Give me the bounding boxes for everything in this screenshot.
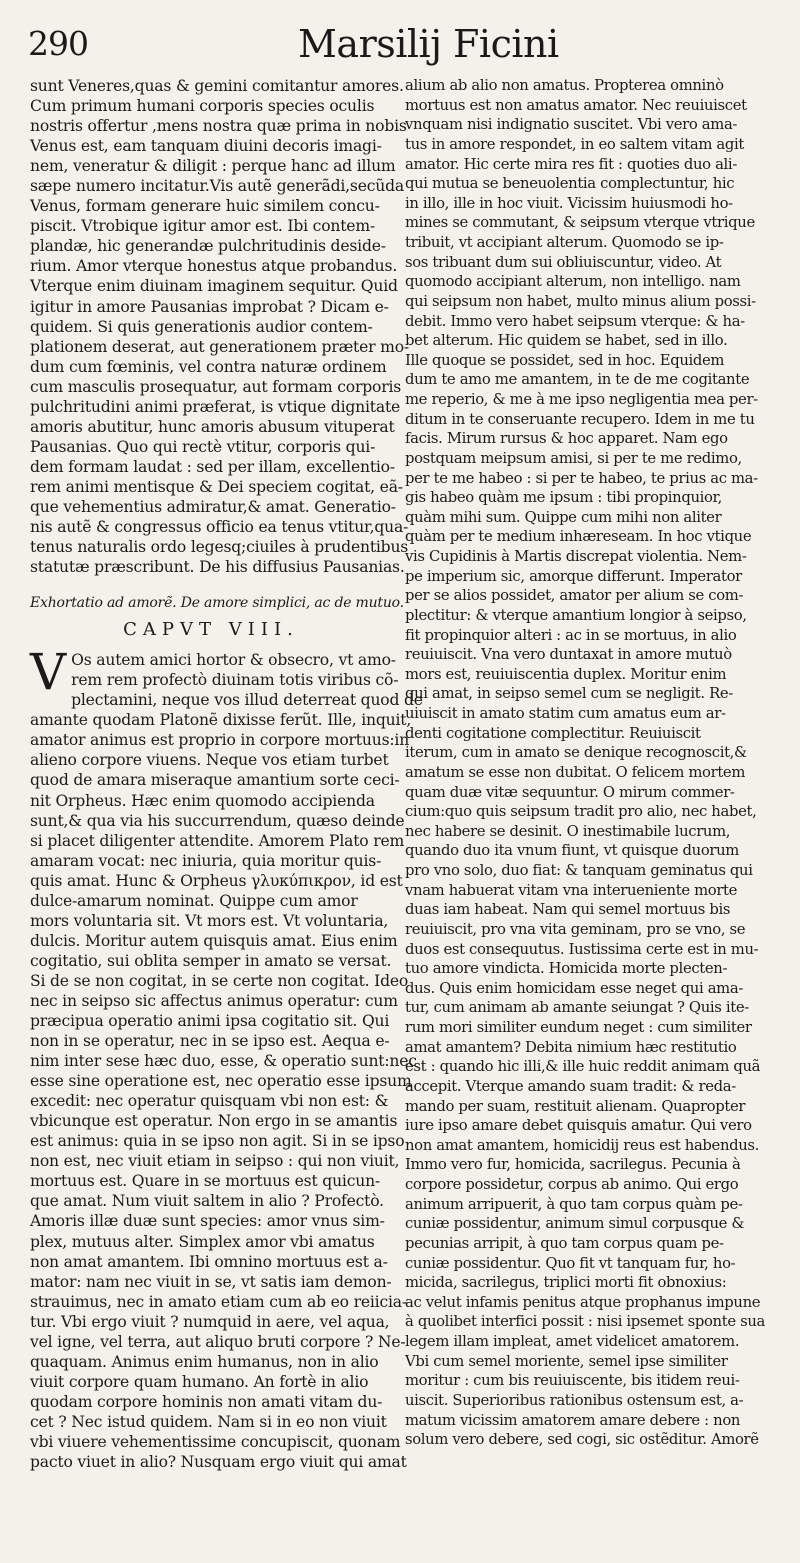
text-line: que amat. Num viuit saltem in alio ? Profectò. xyxy=(30,1192,384,1211)
text-line: in illo, ille in hoc viuit. Vicissim huiusmodi ho- xyxy=(405,194,733,212)
text-line: micida, sacrilegus, triplici morti fit obnoxius: xyxy=(405,1274,727,1292)
text-line: dem formam laudat : sed per illam, excellentio- xyxy=(30,457,395,476)
text-line: legem illam impleat, amet videlicet amatorem. xyxy=(405,1333,740,1350)
text-line: nem, veneratur & diligit : perque hanc ad illum xyxy=(30,157,396,176)
text-line: qui amat, in seipso semel cum se negligit. Re- xyxy=(405,685,733,703)
text-line: amator. Hic certe mira res fit : quoties duo ali- xyxy=(405,155,737,173)
page-number: 290 xyxy=(28,24,88,63)
text-line: mors voluntaria sit. Vt mors est. Vt voluntaria, xyxy=(30,911,389,930)
text-line: amat amantem? Debita nimium hæc restitutio xyxy=(405,1038,737,1056)
text-line: moritur : cum bis reuiuiscente, bis itidem reui- xyxy=(405,1372,740,1390)
text-line: vbicunque est operatur. Non ergo in se amantis xyxy=(30,1112,398,1131)
text-line: alium ab alio non amatus. Propterea omninò xyxy=(405,77,724,94)
text-line: Cum primum humani corporis species oculis xyxy=(30,97,375,116)
text-line: vnquam nisi indignatio suscitet. Vbi vero ama- xyxy=(405,116,738,134)
text-line: uiscit. Superioribus rationibus ostensum est, a- xyxy=(405,1391,744,1409)
text-line: cet ? Nec istud quidem. Nam si in eo non viuit xyxy=(30,1412,387,1431)
text-line: cuniæ possidentur. Quo fit vt tanquam fur, ho- xyxy=(405,1254,736,1272)
text-line: sunt,& qua via his succurrendum, quæso deinde xyxy=(30,811,405,830)
text-line: vbi viuere vehementissime concupiscit, quonam xyxy=(30,1433,401,1451)
text-line: quod de amara miseraque amantium sorte ceci- xyxy=(30,771,400,790)
text-line: quodam corpore hominis non amati vitam du- xyxy=(30,1392,383,1411)
text-line: gis habeo quàm me ipsum : tibi propinquior, xyxy=(405,489,723,507)
text-line: Si de se non cogitat, in se certe non cogitat. Ideo xyxy=(30,971,409,990)
text-line: pe imperium sic, amorque differunt. Imperator xyxy=(405,567,742,585)
text-line: me reperio, & me à me ipso negligentia mea per- xyxy=(405,391,758,408)
text-line: non est, nec viuit etiam in seipso : qui non viuit, xyxy=(30,1152,400,1171)
text-line: vis Cupidinis à Martis discrepat violentia. Nem- xyxy=(405,548,747,565)
text-line: est : quando hic illi,& ille huic reddit animam quã xyxy=(405,1058,761,1076)
text-line: strauimus, nec in amato etiam cum ab eo reiicia- xyxy=(30,1292,407,1311)
text-line: iure ipso amare debet quisquis amatur. Qui vero xyxy=(405,1117,752,1135)
text-line: Venus, formam generare huic similem concu- xyxy=(30,197,380,216)
text-line: nec in seipso sic affectus animus operatur: cum xyxy=(30,991,398,1010)
left-bottom-text xyxy=(30,690,423,1472)
text-line: dus. Quis enim homicidam esse neget qui ama- xyxy=(405,979,743,997)
text-line: nim inter sese hæc duo, esse, & operatio sunt:nec xyxy=(30,1052,417,1071)
text-line: cium:quo quis seipsum tradit pro alio, nec habet, xyxy=(405,803,757,821)
text-line: nit Orpheus. Hæc enim quomodo accipienda xyxy=(30,791,375,810)
running-title: Marsilij Ficini xyxy=(298,22,559,66)
text-line: uiuiscit in amato statim cum amatus eum ar- xyxy=(405,705,726,722)
text-line: tus in amore respondet, in eo saltem vitam agit xyxy=(405,135,744,153)
text-line: pro vno solo, duo fiat: & tanquam geminatus qui xyxy=(405,862,753,879)
text-line: vel igne, vel terra, aut aliquo bruti corpore ? Ne- xyxy=(30,1332,406,1351)
text-line: igitur in amore Pausanias improbat ? Dicam e- xyxy=(30,297,389,316)
text-line: duas iam habeat. Nam qui semel mortuus bis xyxy=(405,901,731,919)
text-line: animum arripuerit, à quo tam corpus quàm pe- xyxy=(405,1195,743,1213)
text-line: nis autẽ & congressus officio ea tenus vtitur,qua- xyxy=(30,518,409,537)
text-line: qui mutua se beneuolentia complectuntur, hic xyxy=(405,175,735,193)
text-line: rem rem profectò diuinam totis viribus cõ- xyxy=(71,671,399,690)
text-line: ac velut infamis penitus atque prophanus impune xyxy=(405,1293,761,1311)
text-line: quomodo accipiant alterum, non intelligo. nam xyxy=(405,273,741,291)
right-column-text xyxy=(405,76,773,1450)
text-line: ditum in te conseruante recupero. Idem in me tu xyxy=(405,410,755,428)
text-line: rum mori similiter eundum neget : cum similiter xyxy=(405,1019,752,1036)
text-line: Amoris illæ duæ sunt species: amor vnus sim- xyxy=(30,1212,385,1231)
text-line: Vbi cum semel moriente, semel ipse similiter xyxy=(405,1352,728,1370)
text-line: est animus: quia in se ipso non agit. Si in se ipso xyxy=(30,1132,405,1151)
right-column xyxy=(405,76,773,1450)
text-line: Vterque enim diuinam imaginem sequitur. Quid xyxy=(30,277,398,296)
text-line: rem animi mentisque & Dei speciem cogitat, eã- xyxy=(30,477,403,496)
text-line: tenus naturalis ordo legesq;ciuiles à prudentibus xyxy=(30,538,409,557)
text-line: facis. Mirum rursus & hoc apparet. Nam ego xyxy=(405,430,728,448)
text-line: plationem deserat, aut generationem præter mo- xyxy=(30,337,409,356)
text-line: mortuus est non amatus amator. Nec reuiuiscet xyxy=(405,96,747,114)
text-line: Os autem amici hortor & obsecro, vt amo- xyxy=(71,651,396,670)
left-column xyxy=(30,76,423,1472)
text-line: esse sine operatione est, nec operatio esse ipsum xyxy=(30,1072,412,1091)
text-line: Venus est, eam tanquam diuini decoris imagi- xyxy=(30,137,382,156)
text-line: plandæ, hic generandæ pulchritudinis deside- xyxy=(30,237,386,256)
text-line: sæpe numero incitatur.Vis autẽ generãdi,secũda xyxy=(30,177,405,196)
text-line: denti cogitatione complectitur. Reuiuiscit xyxy=(405,724,701,742)
text-line: corpore possidetur, corpus ab animo. Qui ergo xyxy=(405,1176,739,1193)
text-line: mortuus est. Quare in se mortuus est quicun- xyxy=(30,1172,380,1191)
chapter-rubric: Exhortatio ad amorẽ. De amore simplici, ac de mutuo. xyxy=(30,595,404,612)
text-line: per se alios possidet, amator per alium se com- xyxy=(405,587,744,605)
text-line: quando duo ita vnum fiunt, vt quisque duorum xyxy=(405,842,739,860)
text-line: non amat amantem, homicidij reus est habendus. xyxy=(405,1136,760,1154)
text-line: per te me habeo : si per te habeo, te prius ac ma- xyxy=(405,469,758,487)
text-line: debit. Immo vero habet seipsum vterque: & ha- xyxy=(405,312,745,330)
text-line: nostris offertur ,mens nostra quæ prima in nobis xyxy=(30,117,407,136)
text-line: pacto viuet in alio? Nusquam ergo viuit qui amat xyxy=(30,1453,407,1472)
text-line: dum cum fœminis, vel contra naturæ ordinem xyxy=(30,357,387,376)
text-line: plex, mutuus alter. Simplex amor vbi amatus xyxy=(30,1232,375,1251)
text-line: reuiuiscit. Vna vero duntaxat in amore mutuò xyxy=(405,646,732,664)
text-line: piscit. Vtrobique igitur amor est. Ibi contem- xyxy=(30,217,375,236)
text-line: cum masculis prosequatur, aut formam corporis xyxy=(30,377,402,396)
text-line: pulchritudini animi præferat, is vtique dignitate xyxy=(30,397,401,416)
text-line: quis amat. Hunc & Orpheus γλυκύπικρον, id est xyxy=(30,871,403,890)
text-line: bet alterum. Hic quidem se habet, sed in illo. xyxy=(405,332,728,350)
text-line: statutæ præscribunt. De his diffusius Pausanias. xyxy=(30,558,405,577)
text-line: postquam meipsum amisi, si per te me redimo, xyxy=(405,449,742,467)
text-line: amaram vocat: nec iniuria, quia moritur quis- xyxy=(30,851,382,870)
text-line: accepit. Vterque amando suam tradit: & reda- xyxy=(405,1077,736,1095)
text-line: iterum, cum in amato se denique recognoscit,& xyxy=(405,744,747,762)
text-line: qui seipsum non habet, multo minus alium possi- xyxy=(405,292,756,310)
text-line: nec habere se desinit. O inestimabile lucrum, xyxy=(405,822,731,840)
text-line: amoris abutitur, hunc amoris abusum vituperat xyxy=(30,417,395,436)
text-line: quaquam. Animus enim humanus, non in alio xyxy=(30,1352,379,1371)
text-line: dum te amo me amantem, in te de me cogitante xyxy=(405,371,750,389)
text-line: tuo amore vindicta. Homicida morte plecten- xyxy=(405,960,728,978)
text-line: solum vero debere, sed cogi, sic ostẽditur. Amorẽ xyxy=(405,1431,759,1449)
text-line: cogitatio, sui oblita semper in amato se versat. xyxy=(30,951,392,970)
text-line: dulcis. Moritur autem quisquis amat. Eius enim xyxy=(30,931,398,950)
text-line: non amat amantem. Ibi omnino mortuus est a- xyxy=(30,1252,388,1271)
text-line: Pausanias. Quo qui rectè vtitur, corporis qui- xyxy=(30,437,376,456)
text-line: viuit corpore quam humano. An fortè in alio xyxy=(30,1372,369,1391)
text-line: amator animus est proprio in corpore mortuus:in xyxy=(30,731,410,750)
text-line: tribuit, vt accipiant alterum. Quomodo se ip- xyxy=(405,234,724,251)
text-line: dulce-amarum nominat. Quippe cum amor xyxy=(30,891,358,910)
text-line: excedit: nec operatur quisquam vbi non est: & xyxy=(30,1092,389,1111)
text-line: amatum se esse non dubitat. O felicem mortem xyxy=(405,763,746,781)
text-line: amante quodam Platonẽ dixisse ferũt. Ille, inquit, xyxy=(30,711,412,730)
text-line: Ille quoque se possidet, sed in hoc. Equidem xyxy=(405,351,725,369)
text-line: sos tribuant dum sui obliuiscuntur, video. At xyxy=(405,253,722,271)
text-line: fit propinquior alteri : ac in se mortuus, in alio xyxy=(405,626,737,644)
text-line: matum vicissim amatorem amare debere : non xyxy=(405,1411,741,1429)
text-line: Immo vero fur, homicida, sacrilegus. Pecunia à xyxy=(405,1156,741,1174)
chapter-heading: CAPVT VIII. xyxy=(123,619,299,641)
text-line: tur, cum animam ab amante seiungat ? Quis ite- xyxy=(405,999,749,1017)
text-line: quàm mihi sum. Quippe cum mihi non aliter xyxy=(405,508,722,526)
text-line: mines se commutant, & seipsum vterque vtrique xyxy=(405,214,755,232)
text-line: præcipua operatio animi ipsa cogitatio sit. Qui xyxy=(30,1012,390,1031)
text-line: mando per suam, restituit alienam. Quapropter xyxy=(405,1097,746,1115)
text-line: quidem. Si quis generationis audior contem- xyxy=(30,317,373,336)
text-line: quàm per te medium inhæreseam. In hoc vtique xyxy=(405,528,752,546)
text-line: plectamini, neque vos illud deterreat quod de xyxy=(71,691,423,710)
text-line: reuiuiscit, pro vna vita geminam, pro se vno, se xyxy=(405,920,746,938)
text-line: mors est, reuiuiscentia duplex. Moritur enim xyxy=(405,665,727,683)
text-line: sunt Veneres,quas & gemini comitantur amores. xyxy=(30,77,404,95)
text-line: plectitur: & vterque amantium longior à seipso, xyxy=(405,606,747,624)
text-line: non in se operatur, nec in se ipso est. Aequa e- xyxy=(30,1032,390,1051)
text-line: rium. Amor vterque honestus atque probandus. xyxy=(30,257,398,276)
drop-cap-initial: V xyxy=(30,643,67,702)
text-line: duos est consequutus. Iustissima certe est in mu- xyxy=(405,940,759,958)
text-line: pecunias arripit, à quo tam corpus quam pe- xyxy=(405,1234,724,1252)
text-line: alieno corpore viuens. Neque vos etiam turbet xyxy=(30,751,389,770)
left-top-text xyxy=(30,76,409,577)
text-line: mator: nam nec viuit in se, vt satis iam demon- xyxy=(30,1272,392,1291)
text-line: vnam habuerat vitam vna interueniente morte xyxy=(405,881,738,899)
text-line: cuniæ possidentur, animum simul corpusque & xyxy=(405,1215,745,1233)
text-line: que vehementius admiratur,& amat. Generatio- xyxy=(30,497,396,516)
text-line: quam duæ vitæ sequuntur. O mirum commer- xyxy=(405,783,735,801)
text-line: à quolibet interfici possit : nisi ipsemet sponte sua xyxy=(405,1313,765,1331)
text-line: tur. Vbi ergo viuit ? numquid in aere, vel aqua, xyxy=(30,1312,390,1331)
text-line: si placet diligenter attendite. Amorem Plato rem xyxy=(30,831,405,850)
